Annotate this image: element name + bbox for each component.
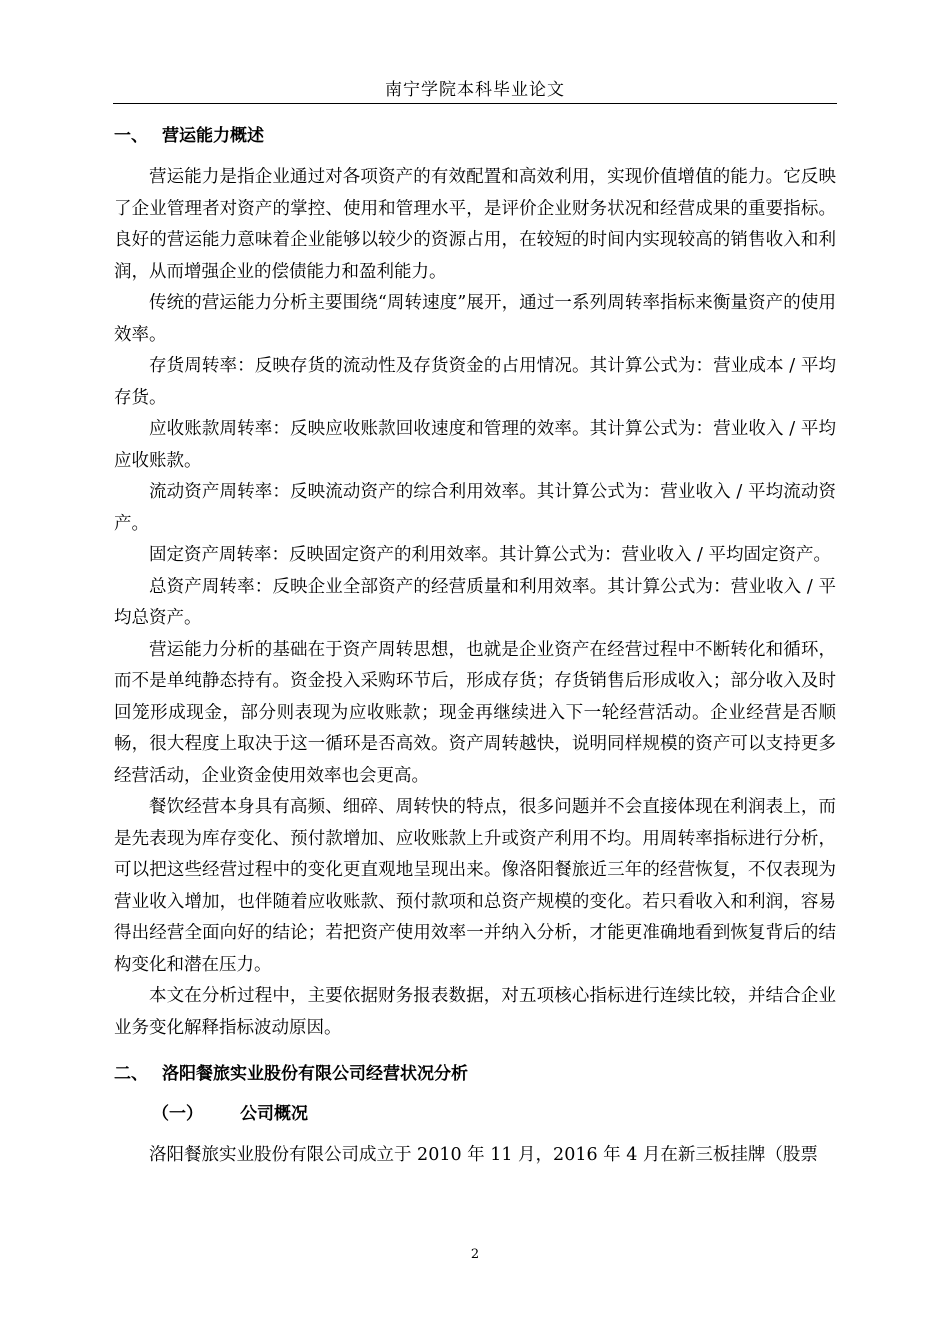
paragraph: 本文在分析过程中，主要依据财务报表数据，对五项核心指标进行连续比较，并结合企业业务变化解释指标波动原因。 (114, 986, 836, 1038)
running-header: 南宁学院本科毕业论文 (385, 80, 565, 100)
section-heading-1 (114, 116, 836, 156)
section-number: 一、 (114, 126, 148, 146)
section-number: 二、 (114, 1064, 148, 1084)
paragraph: 存货周转率：反映存货的流动性及存货资金的占用情况。其计算公式为：营业成本 / 平均存货。 (114, 356, 836, 408)
section-title: 洛阳餐旅实业股份有限公司经营状况分析 (162, 1064, 468, 1084)
section-heading-2 (114, 1054, 836, 1094)
paragraph: 传统的营运能力分析主要围绕“周转速度”展开，通过一系列周转率指标来衡量资产的使用效率。 (114, 293, 836, 345)
subsection-number: （一） (152, 1104, 203, 1124)
paragraph: 营运能力是指企业通过对各项资产的有效配置和高效利用，实现价值增值的能力。它反映了企业管理者对资产的掌控、使用和管理水平，是评价企业财务状况和经营成果的重要指标。良好的营运能力意味着企业能够以较少的资源占用，在较短的时间内实现较高的销售收入和利润，从而增强企业的偿债能力和盈利能力。 (114, 167, 836, 282)
section-title: 营运能力概述 (162, 126, 264, 146)
paragraph: 固定资产周转率：反映固定资产的利用效率。其计算公式为：营业收入 / 平均固定资产。 (149, 545, 832, 565)
paragraph: 总资产周转率：反映企业全部资产的经营质量和利用效率。其计算公式为：营业收入 / 平均总资产。 (114, 576, 836, 628)
page-number: 2 (470, 1247, 480, 1262)
subsection-heading (114, 1094, 836, 1134)
paragraph: 流动资产周转率：反映流动资产的综合利用效率。其计算公式为：营业收入 / 平均流动资产。 (114, 482, 836, 534)
paragraph: 应收账款周转率：反映应收账款回收速度和管理的效率。其计算公式为：营业收入 / 平均应收账款。 (114, 419, 836, 471)
header-divider (113, 103, 837, 104)
page-body (114, 116, 836, 1172)
paragraph: 营运能力分析的基础在于资产周转思想，也就是企业资产在经营过程中不断转化和循环，而不是单纯静态持有。资金投入采购环节后，形成存货；存货销售后形成收入；部分收入及时回笼形成现金，部分则表现为应收账款；现金再继续进入下一轮经营活动。企业经营是否顺畅，很大程度上取决于这一循环是否高效。资产周转越快，说明同样规模的资产可以支持更多经营活动，企业资金使用效率也会更高。 (114, 639, 836, 786)
paragraph: 洛阳餐旅实业股份有限公司成立于 2010 年 11 月，2016 年 4 月在新三板挂牌（股票 (149, 1145, 818, 1165)
subsection-title: 公司概况 (240, 1104, 308, 1124)
paragraph: 餐饮经营本身具有高频、细碎、周转快的特点，很多问题并不会直接体现在利润表上，而是先表现为库存变化、预付款增加、应收账款上升或资产利用不均。用周转率指标进行分析，可以把这些经营过程中的变化更直观地呈现出来。像洛阳餐旅近三年的经营恢复，不仅表现为营业收入增加，也伴随着应收账款、预付款项和总资产规模的变化。若只看收入和利润，容易得出经营全面向好的结论；若把资产使用效率一并纳入分析，才能更准确地看到恢复背后的结构变化和潜在压力。 (114, 797, 836, 975)
